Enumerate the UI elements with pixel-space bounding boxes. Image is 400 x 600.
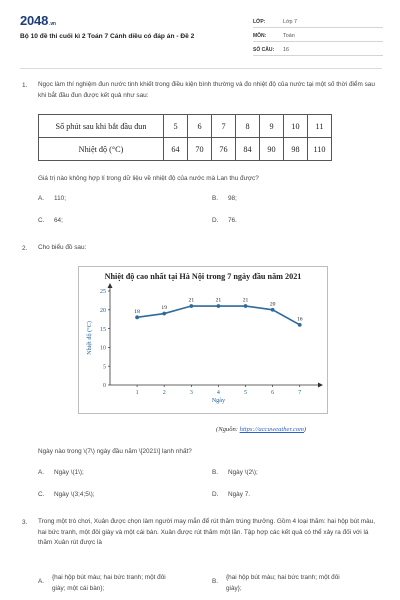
- y-axis-label: Nhiệt độ (°C): [86, 321, 93, 355]
- question-prompt: Ngày nào trong \(7\) ngày đầu năm \[2021\] lạnh nhất?: [38, 448, 192, 455]
- meta-key: SỐ CÂU:: [253, 47, 275, 53]
- meta-value: Lớp 7: [283, 19, 298, 25]
- option-c[interactable]: [38, 491, 95, 498]
- option-text: 98;: [228, 195, 237, 202]
- option-letter: C.: [38, 217, 45, 224]
- document-title: Bộ 10 đề thi cuối kì 2 Toán 7 Cánh diều có đáp án - Đề 2: [20, 33, 195, 40]
- option-d[interactable]: [212, 491, 250, 498]
- option-text: 110;: [54, 195, 66, 202]
- x-tick-label: 3: [189, 390, 193, 396]
- y-tick-label: 15: [100, 326, 106, 333]
- question-prompt: Giá trị nào không hợp lí trong dữ liệu về nhiệt độ của nước mà Lan thu được?: [38, 175, 259, 182]
- option-text-line: giày};: [226, 584, 242, 592]
- data-label: 19: [161, 305, 168, 312]
- option-a[interactable]: [38, 195, 66, 202]
- logo-suffix: .vn: [49, 21, 56, 27]
- x-tick-label: 6: [271, 390, 275, 396]
- option-letter: A.: [38, 578, 45, 585]
- table-cell: 6: [188, 115, 212, 138]
- line-chart: [78, 266, 328, 414]
- table-row-header: Số phút sau khi bắt đầu đun: [39, 115, 164, 138]
- question-text: Cho biểu đồ sau:: [38, 244, 87, 251]
- logo-text: 2048: [20, 13, 49, 28]
- y-tick-label: 5: [103, 364, 106, 371]
- data-point: [135, 315, 139, 319]
- y-tick-label: 20: [100, 308, 106, 314]
- table-cell: 5: [164, 115, 188, 138]
- table-cell: 110: [308, 138, 332, 161]
- table-cell: 84: [236, 138, 260, 161]
- source-link[interactable]: https://accuweather.com: [239, 426, 304, 433]
- chart-frame: [79, 267, 328, 414]
- option-text-line: giày; một cái bàn};: [52, 584, 105, 592]
- y-tick-label: 0: [103, 383, 106, 390]
- option-a[interactable]: [38, 573, 166, 594]
- data-point: [298, 323, 302, 327]
- question-number: 1.: [22, 82, 28, 89]
- data-label: 21: [242, 297, 249, 304]
- option-d[interactable]: [212, 217, 237, 224]
- source-prefix: (Nguồn:: [216, 426, 240, 433]
- site-logo[interactable]: [20, 13, 56, 28]
- data-point: [162, 312, 166, 316]
- data-label: 20: [269, 301, 276, 308]
- option-text: Ngày \(3;4;5\);: [54, 491, 95, 498]
- question-number: 3.: [22, 519, 28, 526]
- x-tick-label: 7: [298, 390, 302, 396]
- table-cell: 10: [284, 115, 308, 138]
- table-cell: 90: [260, 138, 284, 161]
- meta-value: Toán: [283, 33, 295, 39]
- x-tick-label: 2: [162, 390, 166, 396]
- data-point: [271, 308, 275, 312]
- data-point: [189, 304, 193, 308]
- chart-source: [216, 426, 306, 433]
- option-letter: A.: [38, 469, 45, 476]
- table-cell: 7: [212, 115, 236, 138]
- table-row-header: Nhiệt độ (°C): [39, 138, 164, 161]
- x-tick-label: 1: [135, 390, 139, 396]
- table-row: [39, 138, 332, 161]
- data-point: [244, 304, 248, 308]
- table-cell: 64: [164, 138, 188, 161]
- option-letter: B.: [212, 578, 219, 585]
- question-number: 2.: [22, 245, 28, 252]
- option-letter: D.: [212, 217, 219, 224]
- question-text: Trong một trò chơi, Xuân được chọn làm người may mắn để rút thăm trúng thưởng. Gồm 4 loại thăm: hai hộp bút màu, hai bức tranh, một đôi giày và một cái bàn. Xuân được rút thăm một lần. Tập hợp các kết quả có thể xảy ra đối với lá thăm Xuân rút được là: [38, 518, 375, 546]
- option-text: Ngày \(1\);: [54, 469, 84, 476]
- option-letter: A.: [38, 195, 45, 202]
- data-table: [38, 114, 332, 161]
- chart-title: Nhiệt độ cao nhất tại Hà Nội trong 7 ngày đầu năm 2021: [104, 272, 302, 281]
- table-cell: 98: [284, 138, 308, 161]
- option-text-line: {hai hộp bút màu; hai bức tranh; một đôi: [226, 574, 340, 581]
- table-cell: 9: [260, 115, 284, 138]
- meta-key: MÔN:: [253, 33, 267, 39]
- data-point: [217, 304, 221, 308]
- question-text: Ngọc làm thí nghiệm đun nước tinh khiết trong điều kiện bình thường và đo nhiệt độ của nước tại một số thời điểm sau khi bắt đầu đun được kết quả như sau:: [38, 81, 375, 99]
- option-letter: C.: [38, 491, 45, 498]
- option-letter: D.: [212, 491, 219, 498]
- option-text: 76.: [228, 217, 237, 224]
- meta-value: 16: [283, 47, 289, 53]
- option-b[interactable]: [212, 469, 258, 476]
- data-label: 21: [188, 297, 195, 304]
- option-text: Ngày 7.: [228, 491, 251, 498]
- meta-row-class: [253, 14, 383, 28]
- meta-key: LỚP:: [253, 19, 266, 25]
- meta-info: [253, 14, 383, 56]
- meta-row-subject: [253, 28, 383, 42]
- option-b[interactable]: [212, 573, 340, 594]
- option-letter: B.: [212, 195, 219, 202]
- meta-row-count: [253, 42, 383, 56]
- table-cell: 76: [212, 138, 236, 161]
- option-letter: B.: [212, 469, 219, 476]
- data-label: 21: [215, 297, 222, 304]
- option-a[interactable]: [38, 469, 84, 476]
- data-label: 16: [296, 316, 303, 323]
- x-tick-label: 5: [244, 390, 248, 396]
- option-b[interactable]: [212, 195, 237, 202]
- table-cell: 70: [188, 138, 212, 161]
- option-text: 64;: [54, 217, 63, 224]
- x-tick-label: 4: [216, 390, 220, 396]
- option-text: Ngày \(2\);: [228, 469, 258, 476]
- header-divider: [20, 68, 382, 69]
- source-suffix: ): [303, 426, 307, 433]
- option-text-line: {hai hộp bút màu; hai bức tranh; một đôi: [52, 574, 166, 581]
- table-cell: 11: [308, 115, 332, 138]
- y-tick-label: 10: [100, 345, 106, 352]
- data-label: 18: [134, 308, 140, 315]
- option-c[interactable]: [38, 217, 63, 224]
- table-cell: 8: [236, 115, 260, 138]
- x-axis-label: Ngày: [211, 397, 226, 404]
- y-tick-label: 25: [100, 289, 106, 296]
- table-row: [39, 115, 332, 138]
